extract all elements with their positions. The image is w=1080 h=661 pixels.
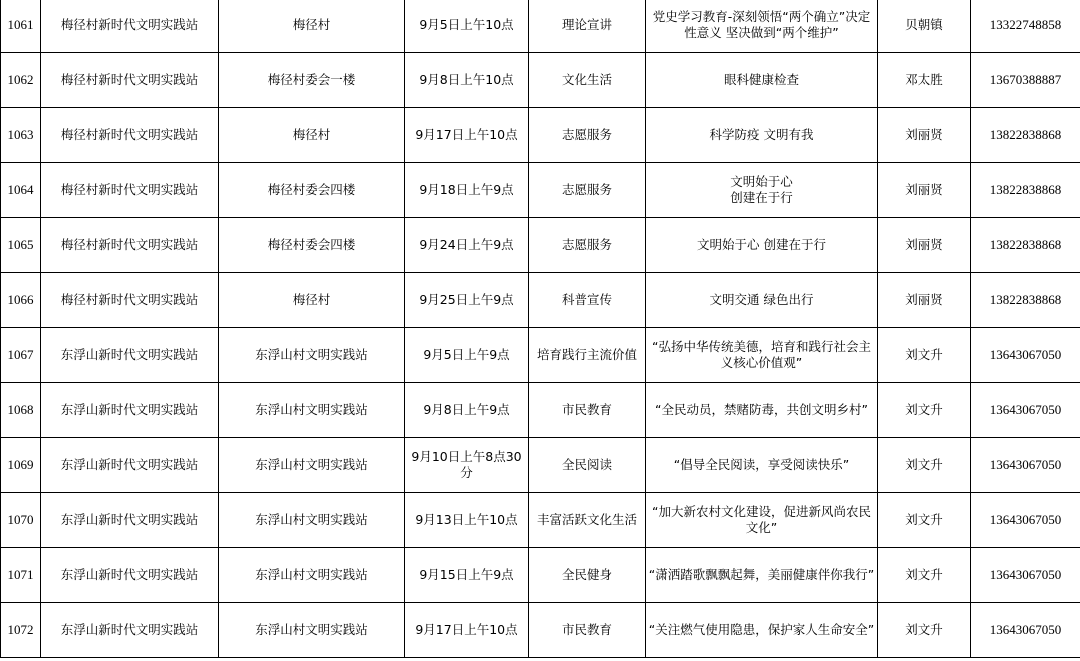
theme-cell: 文明始于心 创建在于行	[646, 218, 878, 273]
table-row	[1, 548, 1080, 603]
station-cell: 东浮山新时代文明实践站	[41, 328, 219, 383]
time-cell: 9月8日上午9点	[405, 383, 529, 438]
serial-number-cell: 1065	[1, 218, 41, 273]
activity-type-cell: 市民教育	[529, 603, 646, 658]
station-cell: 东浮山新时代文明实践站	[41, 603, 219, 658]
venue-cell: 东浮山村文明实践站	[219, 438, 405, 493]
phone-cell: 13643067050	[971, 603, 1080, 658]
phone-cell: 13643067050	[971, 548, 1080, 603]
table-row	[1, 108, 1080, 163]
activity-type-cell: 志愿服务	[529, 108, 646, 163]
contact-person-cell: 刘丽贤	[878, 163, 971, 218]
phone-cell: 13322748858	[971, 0, 1080, 53]
contact-person-cell: 贝朝镇	[878, 0, 971, 53]
station-cell: 梅径村新时代文明实践站	[41, 53, 219, 108]
serial-number-cell: 1061	[1, 0, 41, 53]
theme-cell: “关注燃气使用隐患，保护家人生命安全”	[646, 603, 878, 658]
contact-person-cell: 刘文升	[878, 328, 971, 383]
table-row	[1, 603, 1080, 658]
station-cell: 梅径村新时代文明实践站	[41, 163, 219, 218]
time-cell: 9月25日上午9点	[405, 273, 529, 328]
phone-cell: 13643067050	[971, 438, 1080, 493]
table-row	[1, 273, 1080, 328]
time-cell: 9月24日上午9点	[405, 218, 529, 273]
activity-type-cell: 丰富活跃文化生活	[529, 493, 646, 548]
theme-cell: 文明始于心 创建在于行	[646, 163, 878, 218]
theme-cell: 文明交通 绿色出行	[646, 273, 878, 328]
contact-person-cell: 刘文升	[878, 438, 971, 493]
serial-number-cell: 1071	[1, 548, 41, 603]
activity-type-cell: 培育践行主流价值	[529, 328, 646, 383]
theme-cell: 党史学习教育-深刻领悟“两个确立”决定性意义 坚决做到“两个维护”	[646, 0, 878, 53]
table-row	[1, 0, 1080, 53]
station-cell: 东浮山新时代文明实践站	[41, 383, 219, 438]
table-row	[1, 328, 1080, 383]
serial-number-cell: 1062	[1, 53, 41, 108]
serial-number-cell: 1068	[1, 383, 41, 438]
time-cell: 9月10日上午8点30分	[405, 438, 529, 493]
serial-number-cell: 1072	[1, 603, 41, 658]
table-row	[1, 218, 1080, 273]
table-body	[1, 0, 1080, 658]
time-cell: 9月5日上午9点	[405, 328, 529, 383]
venue-cell: 梅径村	[219, 273, 405, 328]
phone-cell: 13643067050	[971, 328, 1080, 383]
contact-person-cell: 刘丽贤	[878, 218, 971, 273]
venue-cell: 梅径村	[219, 0, 405, 53]
theme-cell: “倡导全民阅读，享受阅读快乐”	[646, 438, 878, 493]
phone-cell: 13822838868	[971, 218, 1080, 273]
theme-cell: 科学防疫 文明有我	[646, 108, 878, 163]
time-cell: 9月13日上午10点	[405, 493, 529, 548]
venue-cell: 东浮山村文明实践站	[219, 603, 405, 658]
time-cell: 9月17日上午10点	[405, 108, 529, 163]
table-row	[1, 383, 1080, 438]
venue-cell: 东浮山村文明实践站	[219, 493, 405, 548]
serial-number-cell: 1067	[1, 328, 41, 383]
time-cell: 9月18日上午9点	[405, 163, 529, 218]
theme-cell: 眼科健康检查	[646, 53, 878, 108]
table-row	[1, 53, 1080, 108]
theme-cell: “加大新农村文化建设，促进新风尚农民文化”	[646, 493, 878, 548]
time-cell: 9月17日上午10点	[405, 603, 529, 658]
venue-cell: 东浮山村文明实践站	[219, 548, 405, 603]
venue-cell: 东浮山村文明实践站	[219, 383, 405, 438]
venue-cell: 东浮山村文明实践站	[219, 328, 405, 383]
time-cell: 9月5日上午10点	[405, 0, 529, 53]
theme-cell: “潇洒踏歌飘飘起舞，美丽健康伴你我行”	[646, 548, 878, 603]
contact-person-cell: 邓太胜	[878, 53, 971, 108]
activity-type-cell: 志愿服务	[529, 218, 646, 273]
contact-person-cell: 刘丽贤	[878, 108, 971, 163]
phone-cell: 13643067050	[971, 383, 1080, 438]
activity-type-cell: 市民教育	[529, 383, 646, 438]
activity-type-cell: 文化生活	[529, 53, 646, 108]
table-row	[1, 438, 1080, 493]
station-cell: 梅径村新时代文明实践站	[41, 0, 219, 53]
contact-person-cell: 刘文升	[878, 493, 971, 548]
contact-person-cell: 刘文升	[878, 383, 971, 438]
theme-cell: “全民动员，禁赌防毒，共创文明乡村”	[646, 383, 878, 438]
time-cell: 9月8日上午10点	[405, 53, 529, 108]
contact-person-cell: 刘丽贤	[878, 273, 971, 328]
table-row	[1, 493, 1080, 548]
venue-cell: 梅径村委会四楼	[219, 163, 405, 218]
station-cell: 梅径村新时代文明实践站	[41, 273, 219, 328]
contact-person-cell: 刘文升	[878, 603, 971, 658]
phone-cell: 13670388887	[971, 53, 1080, 108]
theme-cell: “弘扬中华传统美德，培育和践行社会主义核心价值观”	[646, 328, 878, 383]
contact-person-cell: 刘文升	[878, 548, 971, 603]
activity-type-cell: 志愿服务	[529, 163, 646, 218]
station-cell: 东浮山新时代文明实践站	[41, 438, 219, 493]
station-cell: 梅径村新时代文明实践站	[41, 218, 219, 273]
serial-number-cell: 1066	[1, 273, 41, 328]
activity-type-cell: 理论宣讲	[529, 0, 646, 53]
table-row	[1, 163, 1080, 218]
phone-cell: 13822838868	[971, 108, 1080, 163]
activity-type-cell: 全民阅读	[529, 438, 646, 493]
station-cell: 梅径村新时代文明实践站	[41, 108, 219, 163]
serial-number-cell: 1069	[1, 438, 41, 493]
phone-cell: 13822838868	[971, 273, 1080, 328]
activity-type-cell: 全民健身	[529, 548, 646, 603]
time-cell: 9月15日上午9点	[405, 548, 529, 603]
activity-type-cell: 科普宣传	[529, 273, 646, 328]
serial-number-cell: 1064	[1, 163, 41, 218]
station-cell: 东浮山新时代文明实践站	[41, 548, 219, 603]
venue-cell: 梅径村	[219, 108, 405, 163]
serial-number-cell: 1070	[1, 493, 41, 548]
phone-cell: 13643067050	[971, 493, 1080, 548]
serial-number-cell: 1063	[1, 108, 41, 163]
venue-cell: 梅径村委会一楼	[219, 53, 405, 108]
station-cell: 东浮山新时代文明实践站	[41, 493, 219, 548]
phone-cell: 13822838868	[971, 163, 1080, 218]
venue-cell: 梅径村委会四楼	[219, 218, 405, 273]
